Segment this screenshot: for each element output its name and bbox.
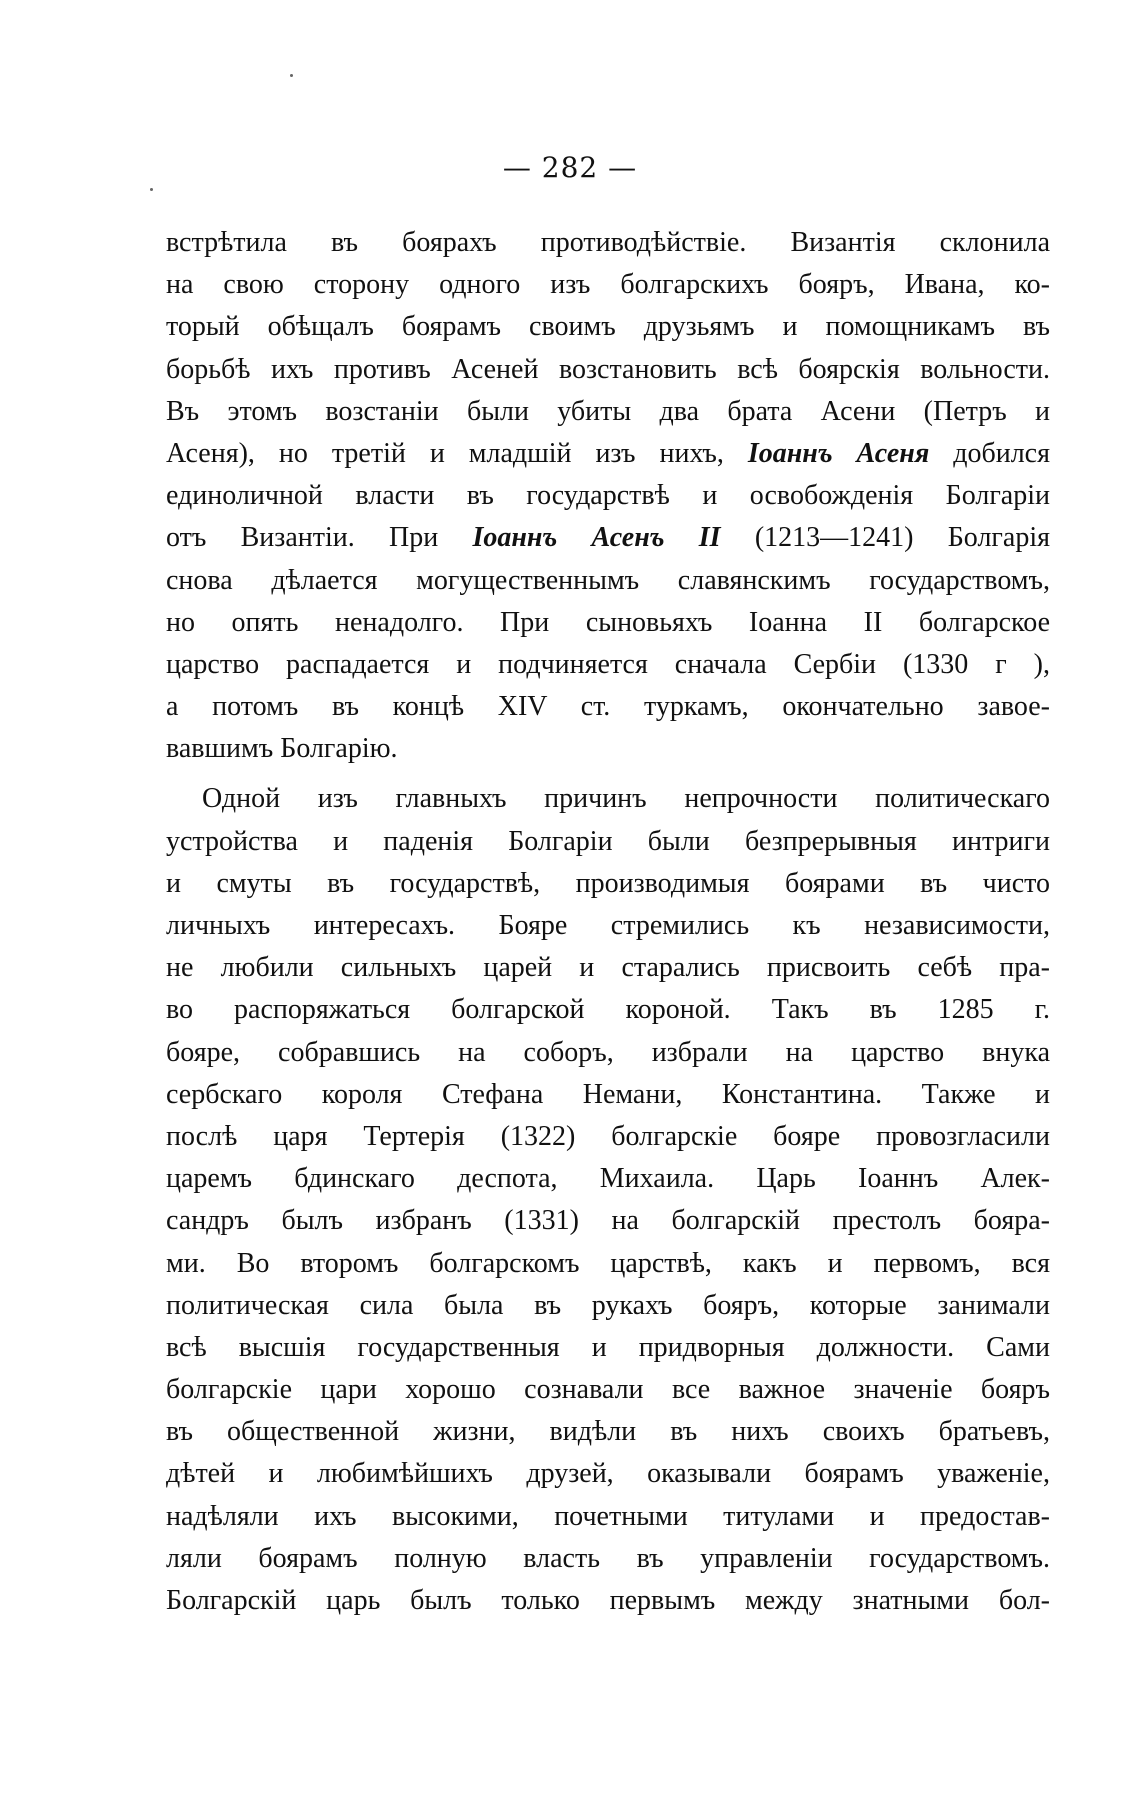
print-speck (150, 188, 153, 191)
text-line: а потомъ въ концѣ XIV ст. туркамъ, окончательно завое- (166, 691, 1050, 723)
text-line: борьбѣ ихъ противъ Асеней возстановить всѣ боярскія вольности. (166, 353, 1050, 385)
text-line: торый обѣщалъ боярамъ своимъ друзьямъ и помощникамъ въ (166, 311, 1050, 343)
text-line: устройства и паденія Болгаріи были безпрерывныя интриги (166, 825, 1050, 857)
text-line: надѣляли ихъ высокими, почетными титулами и предостав- (166, 1500, 1050, 1532)
text-line: вавшимъ Болгарію. (166, 733, 398, 765)
text-line: сандръ былъ избранъ (1331) на болгарскій престолъ бояра- (166, 1205, 1050, 1237)
paragraph-1 (166, 222, 1050, 770)
paragraph-gap (166, 770, 1050, 778)
text-line: царемъ бдинскаго деспота, Михаила. Царь Іоаннъ Алек- (166, 1163, 1050, 1195)
italic-name: Іоаннъ Асенъ II (472, 522, 721, 554)
text-line: во распоряжаться болгарской короной. Такъ въ 1285 г. (166, 994, 1050, 1026)
page-number: — 282 — (502, 151, 638, 184)
text-line: Болгарскій царь былъ только первымъ между знатными бол- (166, 1585, 1050, 1616)
text-line: и смуты въ государствѣ, производимыя боярами въ чисто (166, 867, 1050, 899)
text-line: послѣ царя Тертерія (1322) болгарскіе бояре провозгласили (166, 1120, 1050, 1152)
text-line: отъ Византіи. При Іоаннъ Асенъ II (1213—1241) Болгарія (166, 522, 1050, 554)
text-line: встрѣтила въ боярахъ противодѣйствіе. Византія склонила (166, 227, 1050, 258)
text-line: не любили сильныхъ царей и старались присвоить себѣ пра- (166, 952, 1050, 984)
text-line: но опять ненадолго. При сыновьяхъ Іоанна II болгарское (166, 606, 1050, 638)
text-line: политическая сила была въ рукахъ бояръ, которые занимали (166, 1289, 1050, 1321)
text-line: дѣтей и любимѣйшихъ друзей, оказывали боярамъ уваженіе, (166, 1458, 1050, 1490)
text-line: царство распадается и подчиняется сначала Сербіи (1330 г ), (166, 648, 1050, 680)
text-line: бояре, собравшись на соборъ, избрали на царство внука (166, 1036, 1050, 1068)
text-line: ми. Во второмъ болгарскомъ царствѣ, какъ и первомъ, вся (166, 1247, 1050, 1279)
text-line: единоличной власти въ государствѣ и освобожденія Болгаріи (166, 480, 1050, 512)
print-speck (290, 74, 293, 77)
body-text (166, 222, 1050, 1622)
text-line: снова дѣлается могущественнымъ славянскимъ государствомъ, (166, 564, 1050, 596)
text-line: ляли боярамъ полную власть въ управленіи государствомъ. (166, 1542, 1050, 1574)
text-line: личныхъ интересахъ. Бояре стремились къ независимости, (166, 910, 1050, 941)
text-line: Асеня), но третій и младшій изъ нихъ, Іоаннъ Асеня добился (166, 437, 1050, 469)
text-line: Одной изъ главныхъ причинъ непрочности политическаго (202, 783, 1050, 815)
text-line: Въ этомъ возстаніи были убиты два брата Асени (Петръ и (166, 395, 1050, 427)
text-line: въ общественной жизни, видѣли въ нихъ своихъ братьевъ, (166, 1416, 1050, 1448)
italic-name: Іоаннъ Асеня (747, 437, 930, 469)
text-line: всѣ высшія государственныя и придворныя должности. Сами (166, 1331, 1050, 1363)
text-line: сербскаго короля Стефана Немани, Константина. Также и (166, 1078, 1050, 1110)
paragraph-2 (166, 778, 1050, 1622)
text-line: на свою сторону одного изъ болгарскихъ бояръ, Ивана, ко- (166, 269, 1050, 301)
text-line: болгарскіе цари хорошо сознавали все важное значеніе бояръ (166, 1374, 1050, 1406)
